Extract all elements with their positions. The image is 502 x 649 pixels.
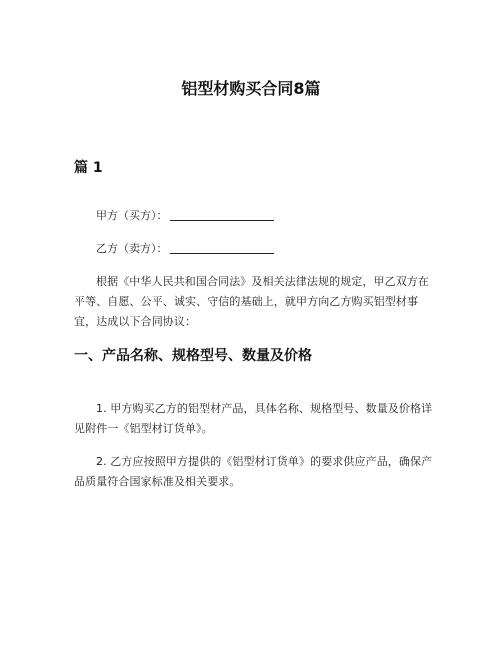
party-b-blank	[170, 241, 274, 254]
party-b-line	[96, 239, 274, 259]
document-title: 铝型材购买合同8篇	[181, 79, 321, 98]
clause-1-paragraph: 1. 甲方购买乙方的铝型材产品，具体名称、规格型号、数量及价格详见附件一《铝型材订货单》。	[74, 402, 433, 435]
party-b-label: 乙方（卖方）：	[96, 242, 168, 255]
clause-heading: 一、产品名称、规格型号、数量及价格	[74, 348, 312, 364]
party-a-label: 甲方（买方）：	[96, 209, 168, 222]
party-a-blank	[170, 208, 274, 221]
intro-paragraph: 根据《中华人民共和国合同法》及相关法律法规的规定，甲乙双方在平等、自愿、公平、诚实、守信的基础上，就甲方向乙方购买铝型材事宜，达成以下合同协议：	[74, 275, 429, 328]
party-a-line	[96, 206, 274, 226]
section-heading: 篇 1	[74, 160, 103, 176]
clause-2-paragraph: 2. 乙方应按照甲方提供的《铝型材订货单》的要求供应产品，确保产品质量符合国家标准及相关要求。	[74, 455, 433, 488]
